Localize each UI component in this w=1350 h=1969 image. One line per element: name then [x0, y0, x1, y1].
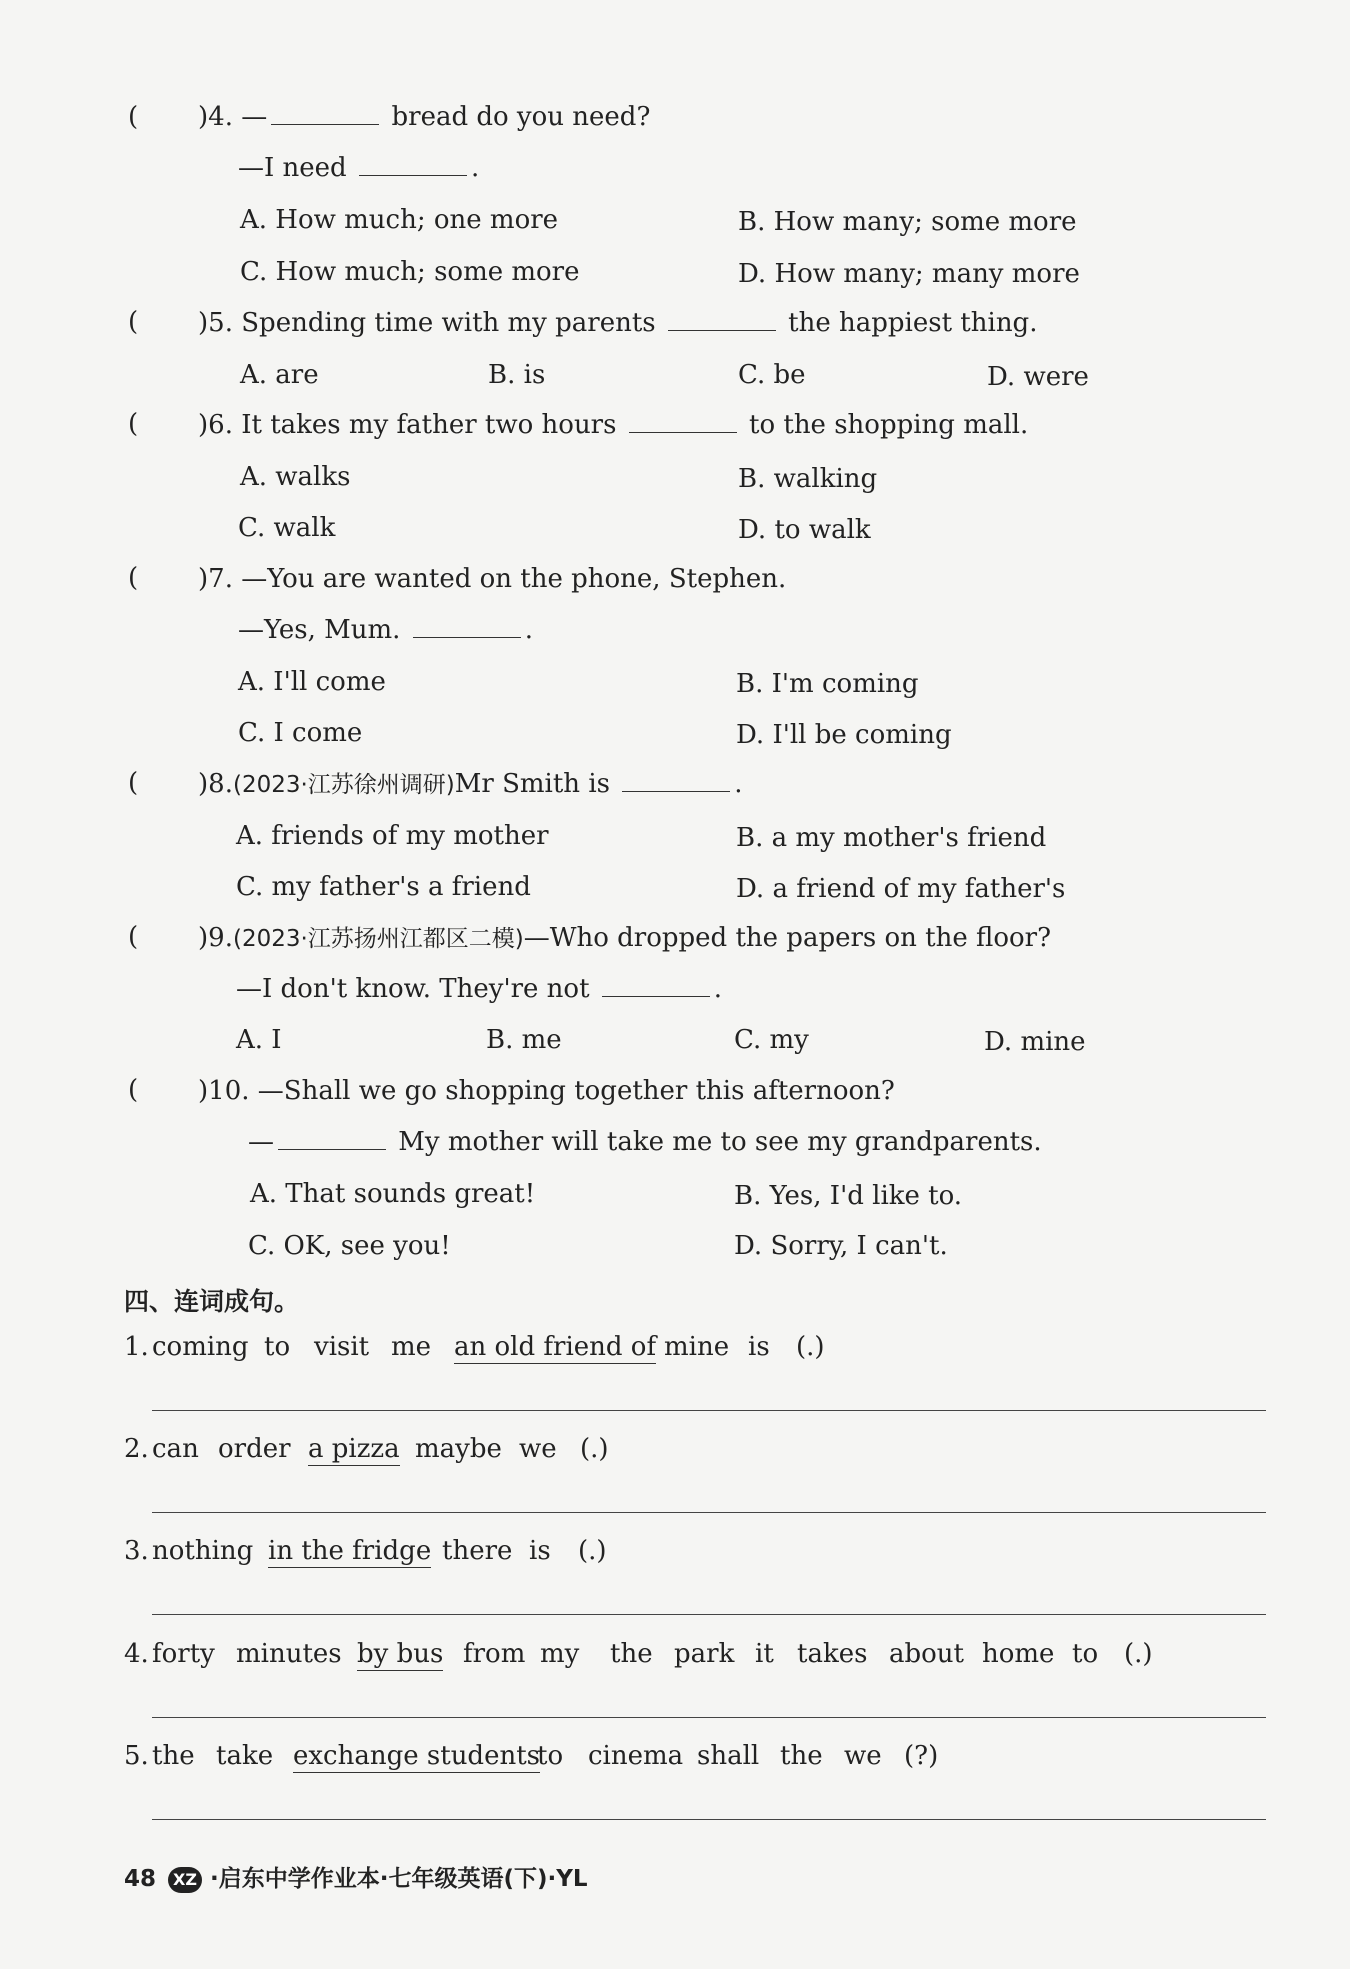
answer-paren[interactable]: ( [128, 409, 139, 439]
option-d[interactable]: D. I'll be coming [736, 720, 952, 750]
underlined-phrase: exchange students [293, 1741, 540, 1771]
blank[interactable] [278, 1127, 386, 1150]
item-number: 5. [124, 1741, 149, 1771]
answer-line[interactable] [152, 1819, 1266, 1820]
word-chip: can [152, 1434, 199, 1464]
answer-paren[interactable]: ( [128, 922, 139, 952]
word-chip: nothing [152, 1536, 254, 1566]
question-stem: )6. It takes my father two hours to the shopping mall. [198, 410, 1029, 440]
option-b[interactable]: B. I'm coming [736, 669, 919, 699]
item-number: 2. [124, 1434, 149, 1464]
item-number: 1. [124, 1332, 149, 1362]
option-b[interactable]: B. How many; some more [738, 207, 1077, 237]
blank[interactable] [413, 615, 521, 638]
answer-line[interactable] [152, 1717, 1266, 1718]
word-chip: maybe [415, 1434, 502, 1464]
blank[interactable] [622, 769, 730, 792]
page-number: 48 [124, 1866, 157, 1892]
option-b[interactable]: B. me [486, 1025, 562, 1055]
option-c[interactable]: C. be [738, 360, 806, 390]
word-chip: about [889, 1639, 964, 1669]
option-a[interactable]: A. I'll come [238, 667, 386, 697]
question-line2: — My mother will take me to see my grandparents. [248, 1127, 1042, 1157]
question-stem: )4. — bread do you need? [198, 102, 651, 132]
underlined-phrase: a pizza [308, 1434, 400, 1464]
word-chip: shall [697, 1741, 760, 1771]
word-chip: home [982, 1639, 1055, 1669]
option-c[interactable]: C. my father's a friend [236, 872, 531, 902]
option-a[interactable]: A. walks [240, 462, 351, 492]
word-chip: the [152, 1741, 195, 1771]
word-chip: is [529, 1536, 551, 1566]
item-number: 3. [124, 1536, 149, 1566]
word-chip: (.) [580, 1434, 609, 1464]
option-d[interactable]: D. a friend of my father's [736, 874, 1066, 904]
question-source: (2023·江苏徐州调研) [232, 772, 455, 798]
underlined-phrase: in the fridge [268, 1536, 432, 1566]
footer-text: ·启东中学作业本·七年级英语(下)·YL [210, 1866, 588, 1892]
underlined-phrase: by bus [357, 1639, 444, 1669]
word-chip: me [391, 1332, 432, 1362]
option-a[interactable]: A. friends of my mother [236, 821, 549, 851]
word-chip: my [540, 1639, 580, 1669]
word-chip: is [748, 1332, 770, 1362]
option-a[interactable]: A. are [240, 360, 319, 390]
option-c[interactable]: C. OK, see you! [248, 1231, 451, 1261]
blank[interactable] [668, 308, 776, 331]
word-chip: there [442, 1536, 513, 1566]
word-chip: the [610, 1639, 653, 1669]
word-chip: (.) [796, 1332, 825, 1362]
option-a[interactable]: A. I [236, 1025, 282, 1055]
question-source: (2023·江苏扬州江都区二模) [232, 926, 524, 952]
question-stem: )5. Spending time with my parents the happiest thing. [198, 308, 1038, 338]
answer-line[interactable] [152, 1512, 1266, 1513]
option-d[interactable]: D. to walk [738, 515, 871, 545]
option-b[interactable]: B. walking [738, 464, 878, 494]
answer-line[interactable] [152, 1614, 1266, 1615]
underlined-phrase: an old friend of [454, 1332, 657, 1362]
question-stem: )9.(2023·江苏扬州江都区二模)—Who dropped the papers on the floor? [198, 923, 1052, 953]
option-c[interactable]: C. my [734, 1025, 809, 1055]
blank[interactable] [271, 102, 379, 125]
answer-paren[interactable]: ( [128, 768, 139, 798]
option-d[interactable]: D. How many; many more [738, 259, 1080, 289]
word-chip: (.) [1124, 1639, 1153, 1669]
word-chip: to [264, 1332, 291, 1362]
word-chip: order [218, 1434, 291, 1464]
option-d[interactable]: D. were [987, 362, 1089, 392]
answer-paren[interactable]: ( [128, 102, 139, 132]
option-b[interactable]: B. is [488, 360, 546, 390]
option-b[interactable]: B. a my mother's friend [736, 823, 1047, 853]
word-chip: we [844, 1741, 882, 1771]
option-d[interactable]: D. Sorry, I can't. [734, 1231, 948, 1261]
answer-paren[interactable]: ( [128, 1075, 139, 1105]
word-chip: to [1072, 1639, 1099, 1669]
option-c[interactable]: C. How much; some more [240, 257, 580, 287]
question-line2: —I don't know. They're not . [236, 974, 723, 1004]
word-chip: coming [152, 1332, 249, 1362]
publisher-logo: XZ [168, 1867, 202, 1893]
blank[interactable] [359, 153, 467, 176]
word-chip: the [780, 1741, 823, 1771]
word-chip: forty [152, 1639, 215, 1669]
answer-paren[interactable]: ( [128, 563, 139, 593]
option-a[interactable]: A. How much; one more [240, 205, 559, 235]
item-number: 4. [124, 1639, 149, 1669]
blank[interactable] [602, 974, 710, 997]
word-chip: cinema [588, 1741, 684, 1771]
option-a[interactable]: A. That sounds great! [250, 1179, 536, 1209]
word-chip: visit [314, 1332, 370, 1362]
question-stem: )8.(2023·江苏徐州调研)Mr Smith is . [198, 769, 743, 799]
word-chip: it [755, 1639, 774, 1669]
word-chip: park [674, 1639, 735, 1669]
question-stem: )7. —You are wanted on the phone, Stephen. [198, 564, 787, 594]
section-title: 四、连词成句。 [124, 1287, 300, 1316]
word-chip: takes [797, 1639, 868, 1669]
word-chip: from [463, 1639, 526, 1669]
answer-paren[interactable]: ( [128, 307, 139, 337]
option-b[interactable]: B. Yes, I'd like to. [734, 1181, 963, 1211]
word-chip: minutes [236, 1639, 342, 1669]
word-chip: mine [664, 1332, 730, 1362]
question-line2: —I need . [238, 153, 480, 183]
blank[interactable] [629, 410, 737, 433]
word-chip: take [216, 1741, 274, 1771]
word-chip: (?) [904, 1741, 939, 1771]
word-chip: we [519, 1434, 557, 1464]
option-c[interactable]: C. walk [238, 513, 336, 543]
word-chip: to [537, 1741, 564, 1771]
option-d[interactable]: D. mine [984, 1027, 1086, 1057]
question-stem: )10. —Shall we go shopping together this afternoon? [198, 1076, 895, 1106]
question-line2: —Yes, Mum. . [238, 615, 533, 645]
answer-line[interactable] [152, 1410, 1266, 1411]
option-c[interactable]: C. I come [238, 718, 363, 748]
word-chip: (.) [578, 1536, 607, 1566]
page-footer [124, 1860, 588, 1893]
